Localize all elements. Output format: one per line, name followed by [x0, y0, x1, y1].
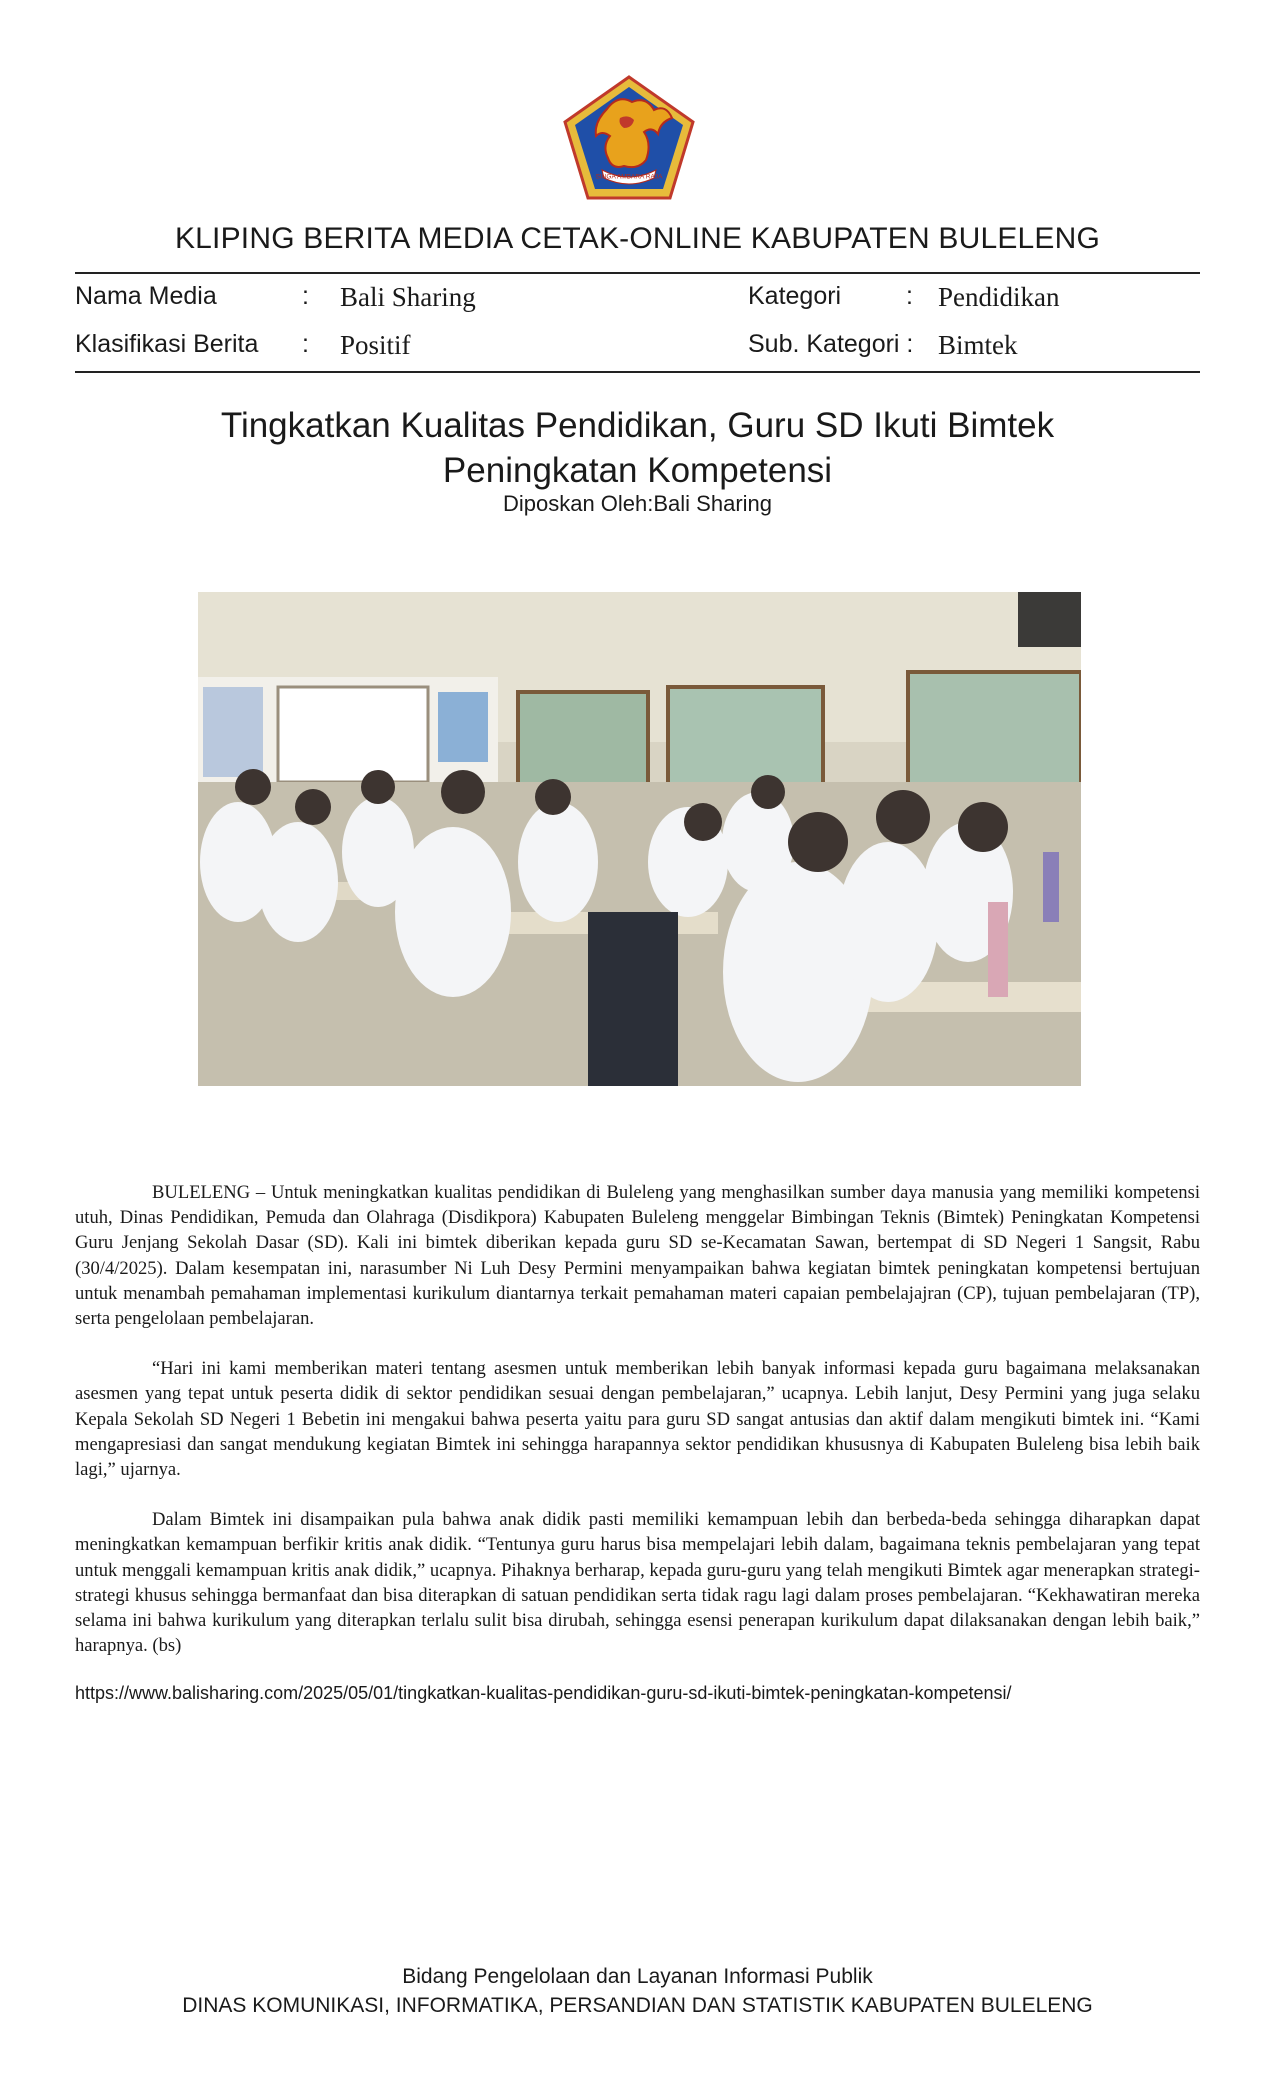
- footer-division: Bidang Pengelolaan dan Layanan Informasi Publik: [402, 1965, 873, 1988]
- article-paragraph: BULELENG – Untuk meningkatkan kualitas pendidikan di Buleleng yang menghasilkan sumber daya manusia yang memiliki kompetensi utuh, Dinas Pendidikan, Pemuda dan Olahraga (Disdikpora) Kabupaten Buleleng menggelar Bimbingan Teknis (Bimtek) Peningkatan Kompetensi Guru Jenjang Sekolah Dasar (SD). Kali ini bimtek diberikan kepada guru SD se-Kecamatan Sawan, bertempat di SD Negeri 1 Sangsit, Rabu (30/4/2025). Dalam kesempatan ini, narasumber Ni Luh Desy Permini menyampaikan bahwa kegiatan bimtek peningkatan kompetensi bertujuan untuk menambah pemahaman implementasi kurikulum diantarnya terkait pemahaman materi capaian pembelajajran (CP), tujuan pembelajaran (TP), serta pengelolaan pembelajaran.: [75, 1182, 1200, 1330]
- header-top-rule: [75, 272, 1200, 274]
- sub-kategori-value: Bimtek: [938, 330, 1018, 360]
- sub-kategori-label: Sub. Kategori :: [748, 330, 914, 358]
- klasifikasi-berita-value: Positif: [340, 330, 411, 360]
- header-bottom-rule: [75, 371, 1200, 373]
- kategori-colon: :: [906, 282, 913, 310]
- buleleng-coat-of-arms-logo: [562, 74, 696, 201]
- headline-line-2: Peningkatan Kompetensi: [442, 451, 833, 490]
- source-url-link[interactable]: https://www.balisharing.com/2025/05/01/tingkatkan-kualitas-pendidikan-guru-sd-ikuti-bimtek-peningkatan-kompetensi/: [75, 1683, 1012, 1703]
- article-photo-classroom: [198, 592, 1081, 1086]
- kliping-header-title: KLIPING BERITA MEDIA CETAK-ONLINE KABUPATEN BULELENG: [174, 222, 1101, 255]
- headline-line-1: Tingkatkan Kualitas Pendidikan, Guru SD Ikuti Bimtek: [220, 406, 1055, 445]
- klasifikasi-berita-label: Klasifikasi Berita: [75, 330, 259, 358]
- article-body: [75, 1180, 1200, 1683]
- nama-media-label: Nama Media: [75, 282, 217, 310]
- kategori-value: Pendidikan: [938, 282, 1060, 312]
- footer-department: DINAS KOMUNIKASI, INFORMATIKA, PERSANDIAN DAN STATISTIK KABUPATEN BULELENG: [182, 1994, 1093, 2017]
- article-paragraph: Dalam Bimtek ini disampaikan pula bahwa anak didik pasti memiliki kemampuan lebih dan berbeda-beda sehingga diharapkan dapat meningkatkan kemampuan berfikir kritis anak didik. “Tentunya guru harus bisa mempelajari lebih dalam, bagaimana teknis pembelajaran yang tepat untuk menggali kemampuan kritis anak didik,” ucapnya. Pihaknya berharap, kepada guru-guru yang telah mengikuti Bimtek agar menerapkan strategi-strategi khusus sehingga bermanfaat dan bisa diterapkan di satuan pendidikan serta tidak ragu lagi dalam proses pembelajaran. “Kekhawatiran mereka selama ini bahwa kurikulum yang diterapkan terlalu sulit bisa dirubah, sehingga esensi penerapan kurikulum dapat dilaksanakan dengan lebih baik,” harapnya. (bs): [75, 1509, 1200, 1657]
- nama-media-colon: :: [302, 282, 309, 310]
- kategori-label: Kategori: [748, 282, 842, 310]
- article-paragraph: “Hari ini kami memberikan materi tentang asesmen untuk memberikan lebih banyak informasi kepada guru bagaimana melaksanakan asesmen yang tepat untuk peserta didik di sektor pendidikan sesuai dengan pembelajaran,” ucapnya. Lebih lanjut, Desy Permini yang juga selaku Kepala Sekolah SD Negeri 1 Bebetin ini mengakui bahwa peserta yaitu para guru SD sangat antusias dan aktif dalam mengikuti bimtek ini. “Kami mengapresiasi dan sangat mendukung kegiatan Bimtek ini sehingga harapannya sektor pendidikan khususnya di Kabupaten Buleleng bisa lebih baik lagi,” ujarnya.: [75, 1358, 1200, 1481]
- nama-media-value: Bali Sharing: [340, 282, 476, 312]
- article-byline: Diposkan Oleh:Bali Sharing: [502, 491, 773, 516]
- article-headline: [0, 403, 1275, 493]
- logo-motto: SINGA AMBARA RAJA: [595, 173, 663, 181]
- klasifikasi-berita-colon: :: [302, 330, 309, 358]
